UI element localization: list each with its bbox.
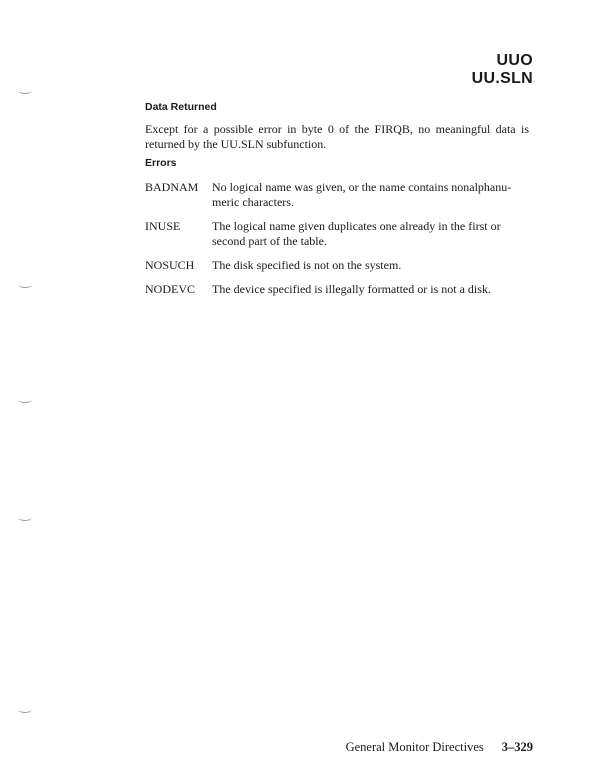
error-description: The device specified is illegally formatted or is not a disk. [212,282,491,296]
error-description: The disk specified is not on the system. [212,258,402,272]
data-returned-heading: Data Returned [145,101,217,113]
page-header [472,52,533,88]
error-code: NOSUCH [145,258,195,272]
error-row [145,219,530,249]
header-subtitle: UU.SLN [471,70,533,87]
error-description: The logical name given duplicates one already in the first or second part of the table. [212,219,501,248]
data-returned-paragraph: Except for a possible error in byte 0 of the FIRQB, no meaningful data is returned by the UU.SLN subfunction. [145,122,529,151]
errors-heading: Errors [145,157,177,169]
page-number: 3–329 [501,740,533,754]
binder-hole-mark [18,706,32,713]
binder-hole-mark [18,396,32,403]
error-code: NODEVC [145,282,195,296]
footer-section-title: General Monitor Directives [345,740,484,754]
error-row [145,258,530,273]
errors-list [145,180,530,306]
error-description: No logical name was given, or the name contains nonalphanu-meric characters. [212,180,512,209]
binder-hole-mark [18,281,32,288]
error-code: INUSE [145,219,181,233]
error-code: BADNAM [145,180,199,194]
error-row [145,282,530,297]
binder-hole-mark [18,514,32,521]
header-title: UUO [496,52,533,69]
binder-hole-mark [18,87,32,94]
page-footer [346,740,533,755]
error-row [145,180,530,210]
